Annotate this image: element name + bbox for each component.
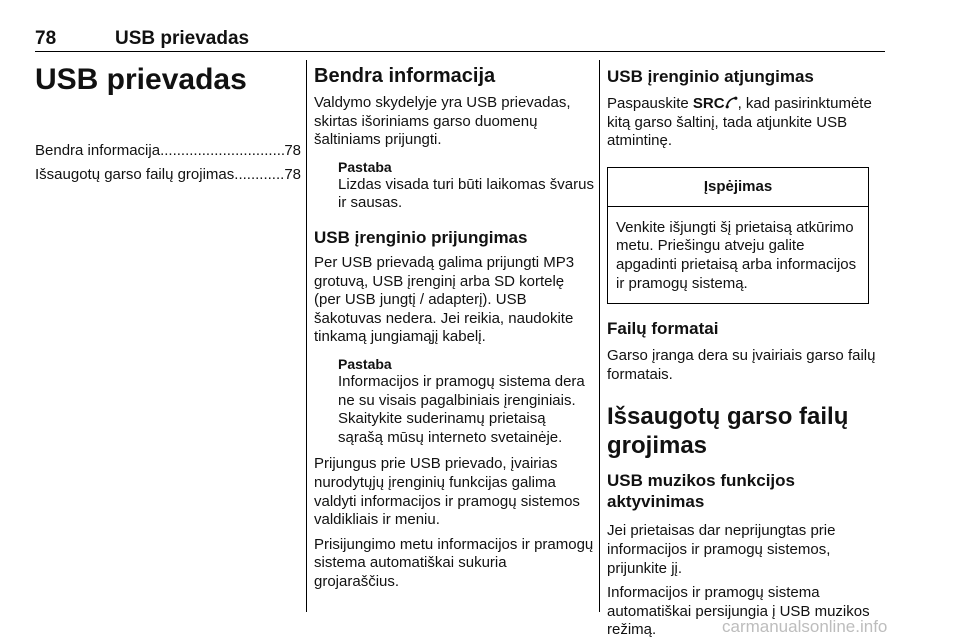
toc-entry[interactable]: [35, 142, 301, 161]
paragraph-activation-1: Jei prietaisas dar neprijungtas prie informacijos ir pramogų sistemos, prijunkite jį.: [607, 522, 836, 577]
phone-icon: [725, 95, 738, 112]
header-title: USB prievadas: [115, 28, 250, 49]
note-text: Lizdas visada turi būti laikomas švarus ir sausas.: [338, 175, 594, 212]
paragraph-playlists: Prisijungimo metu informacijos ir pramogų sistema automatiškai sukuria grojaraščius.: [314, 535, 594, 590]
disconnect-text-end: , kad pasirinktumėte kitą garso šaltinį, tada atjunkite USB atmintinę.: [607, 95, 872, 150]
note-box-2: [314, 355, 594, 447]
paragraph-disconnect: [607, 95, 887, 151]
table-of-contents: [35, 142, 301, 184]
paragraph-activation-2: Informacijos ir pramogų sistema automatiškai persijungia į USB muzikos režimą.: [607, 584, 870, 639]
section-heading-general: Bendra informacija: [314, 65, 496, 87]
column-2: [314, 60, 594, 591]
section-heading-playback: Išsaugotų garso failų grojimas: [607, 403, 849, 460]
note-text: Informacijos ir pramogų sistema dera ne su visais pagalbiniais įrenginiais. Skaitykite suderinamų prietaisą sąrašą mūsų interneto svetainėje.: [338, 372, 585, 446]
warning-box: [607, 167, 869, 304]
paragraph-functions: Prijungus prie USB prievado, įvairias nurodytųjų įrenginių funkcijas galima valdyti informacijos ir pramogų sistemos valdikliais ir meniu.: [314, 455, 580, 529]
subheading-usb-activation: USB muzikos funkcijos aktyvinimas: [607, 471, 795, 512]
disconnect-text-start: Paspauskite: [607, 95, 693, 112]
warning-text: Venkite išjungti šį prietaisą atkūrimo metu. Priešingu atveju galite apgadinti prietaisą arba informacijos ir pramogų sistemą.: [616, 218, 857, 292]
subheading-usb-connect: USB įrenginio prijungimas: [314, 227, 528, 247]
note-title: Pastaba: [338, 158, 392, 175]
toc-entry-label: Išsaugotų garso failų grojimas: [35, 165, 235, 183]
paragraph-connect: Per USB prievadą galima prijungti MP3 grotuvą, USB įrenginį arba SD kortelę (per USB jungtį / adapterį). USB šakotuvas nedera. Jei reikia, naudokite tinkamą jungiamąjį kabelį.: [314, 253, 575, 346]
paragraph-formats: Garso įranga dera su įvairiais garso failų formatais.: [607, 347, 876, 383]
toc-entry-page: 78: [284, 142, 301, 159]
toc-entry-page: 78: [284, 165, 301, 183]
note-box-1: [314, 158, 594, 213]
column-3: [607, 60, 887, 640]
watermark-text: carmanualsonline.info: [722, 617, 888, 636]
chapter-title: USB prievadas: [35, 63, 247, 96]
warning-title: Įspėjimas: [608, 168, 868, 207]
toc-leader-dots: [160, 142, 284, 161]
column-divider-1: [306, 60, 307, 612]
intro-paragraph: Valdymo skydelyje yra USB prievadas, skirtas išoriniams garso duomenų šaltiniams prijungti.: [314, 94, 571, 149]
note-title: Pastaba: [338, 355, 392, 372]
page-number: 78: [35, 28, 57, 49]
column-1: [35, 60, 301, 189]
page-header: [35, 28, 885, 52]
subheading-file-formats: Failų formatai: [607, 319, 719, 339]
toc-leader-dots: [234, 166, 284, 185]
column-divider-2: [599, 60, 600, 612]
subheading-usb-disconnect: USB įrenginio atjungimas: [607, 67, 814, 86]
src-key-label: SRC: [692, 95, 725, 112]
toc-entry[interactable]: [35, 166, 301, 185]
toc-entry-label: Bendra informacija: [35, 142, 161, 159]
